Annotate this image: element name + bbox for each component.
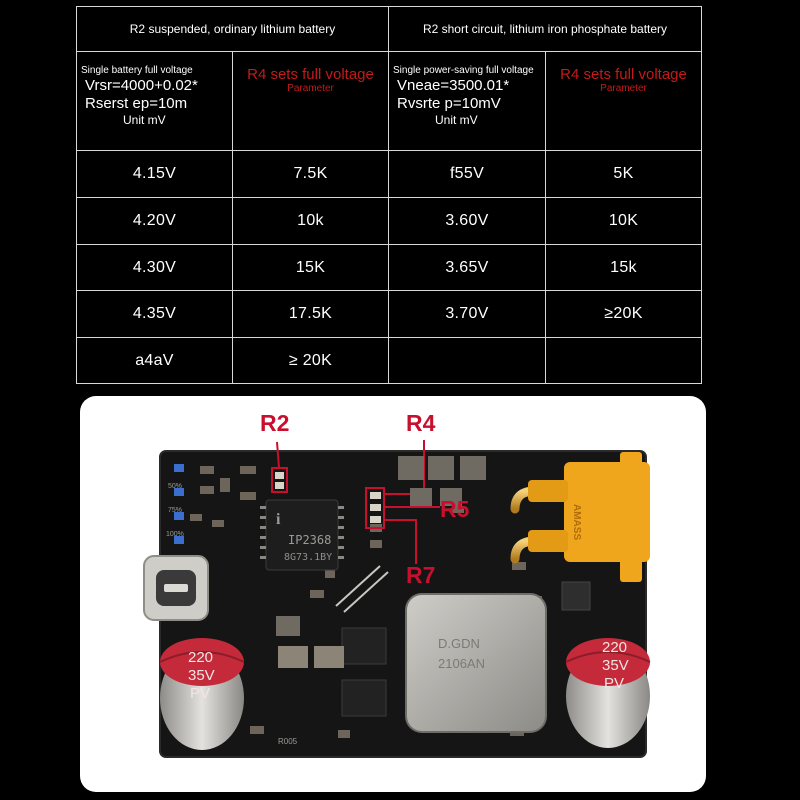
chip-code: 8G73.1BY <box>284 552 333 563</box>
cell-text: f55V <box>449 165 485 182</box>
inductor-text-2: 2106AN <box>438 656 485 671</box>
left-param-title: R4 sets full voltage <box>247 66 374 83</box>
cap-right-series: PV <box>604 675 625 692</box>
table-cell <box>545 150 702 198</box>
left-desc-formula-2: Rserst ep=10m <box>85 95 188 112</box>
cap-left-series: PV <box>190 685 211 702</box>
cell-text: ≥ 20K <box>288 351 333 369</box>
table-cell <box>388 150 546 198</box>
right-param-cell <box>545 51 702 151</box>
left-desc-formula-1: Vrsr=4000+0.02* <box>85 77 198 94</box>
cap-right-value: 220 <box>602 639 628 656</box>
cell-text: 17.5K <box>288 305 333 322</box>
right-param-sub: Parameter <box>600 83 647 94</box>
cell-text: 3.65V <box>445 258 489 276</box>
board-photo <box>80 396 706 792</box>
cell-text: 3.70V <box>445 305 489 322</box>
cell-text: 10k <box>297 212 324 229</box>
cell-text: 5K <box>613 165 634 182</box>
table-cell <box>76 150 233 198</box>
right-description-cell <box>388 51 546 151</box>
table-cell <box>76 337 233 384</box>
mosfet <box>342 628 386 664</box>
parameter-table <box>76 6 702 384</box>
inductor-text-1: D.GDN <box>438 636 480 651</box>
cell-text: 15K <box>295 258 326 276</box>
capacitor-smd <box>398 456 424 480</box>
capacitor-smd <box>460 456 486 480</box>
pcb-silkscreen-mark: R005 <box>278 737 298 746</box>
table-cell <box>545 337 702 384</box>
left-desc-unit: Unit mV <box>123 113 166 127</box>
cap-right-voltage: 35V <box>602 657 629 674</box>
table-cell <box>545 290 702 338</box>
led-label-50: 50% <box>168 483 183 490</box>
header-left <box>76 6 389 52</box>
table-cell <box>76 290 233 338</box>
left-param-cell <box>232 51 389 151</box>
table-cell <box>76 244 233 291</box>
chip-brand-logo: i <box>276 511 281 528</box>
cell-text: 4.35V <box>132 305 177 322</box>
table-cell <box>545 244 702 291</box>
cell-text: ≥20K <box>604 305 643 322</box>
label-r4: R4 <box>406 410 436 436</box>
cell-text: 4.30V <box>132 258 177 276</box>
right-param-title: R4 sets full voltage <box>560 66 687 83</box>
mosfet <box>342 680 386 716</box>
table-cell <box>232 290 389 338</box>
led-indicator <box>174 464 184 472</box>
header-right-text: R2 short circuit, lithium iron phosphate battery <box>422 22 668 36</box>
table-cell <box>232 244 389 291</box>
right-desc-title: Single power-saving full voltage <box>393 65 534 76</box>
right-desc-formula-1: Vneae=3500.01* <box>397 77 510 94</box>
table-cell <box>232 337 389 384</box>
pcb-illustration <box>80 396 706 792</box>
cap-left-voltage: 35V <box>188 667 215 684</box>
left-desc-title: Single battery full voltage <box>81 65 193 76</box>
table-cell <box>232 197 389 245</box>
capacitor-smd <box>428 456 454 480</box>
table-cell <box>388 197 546 245</box>
cell-text: 10K <box>608 212 639 229</box>
cell-text: 15k <box>610 258 637 276</box>
table-cell <box>76 197 233 245</box>
led-label-100: 100% <box>166 531 184 538</box>
led-label-75: 75% <box>168 507 183 514</box>
table-cell <box>545 197 702 245</box>
capacitor-smd <box>410 488 432 506</box>
right-desc-formula-2: Rvsrte p=10mV <box>397 95 501 112</box>
label-r5: R5 <box>440 496 470 522</box>
header-right <box>388 6 702 52</box>
table-cell <box>388 244 546 291</box>
cap-left-value: 220 <box>188 649 214 666</box>
chip-model: IP2368 <box>288 533 332 547</box>
left-description-cell <box>76 51 233 151</box>
header-left-text: R2 suspended, ordinary lithium battery <box>129 22 336 36</box>
cell-text: 4.15V <box>132 165 177 182</box>
table-cell <box>232 150 389 198</box>
cell-text: a4aV <box>135 351 174 369</box>
label-r2: R2 <box>260 410 290 436</box>
table-cell <box>388 290 546 338</box>
table-cell <box>388 337 546 384</box>
cell-text: 3.60V <box>445 212 489 229</box>
label-r7: R7 <box>406 562 436 588</box>
left-param-sub: Parameter <box>287 83 334 94</box>
cell-text: 4.20V <box>132 212 177 229</box>
connector-brand: AMASS <box>571 504 582 541</box>
right-desc-unit: Unit mV <box>435 113 478 127</box>
cell-text: 7.5K <box>293 165 328 182</box>
